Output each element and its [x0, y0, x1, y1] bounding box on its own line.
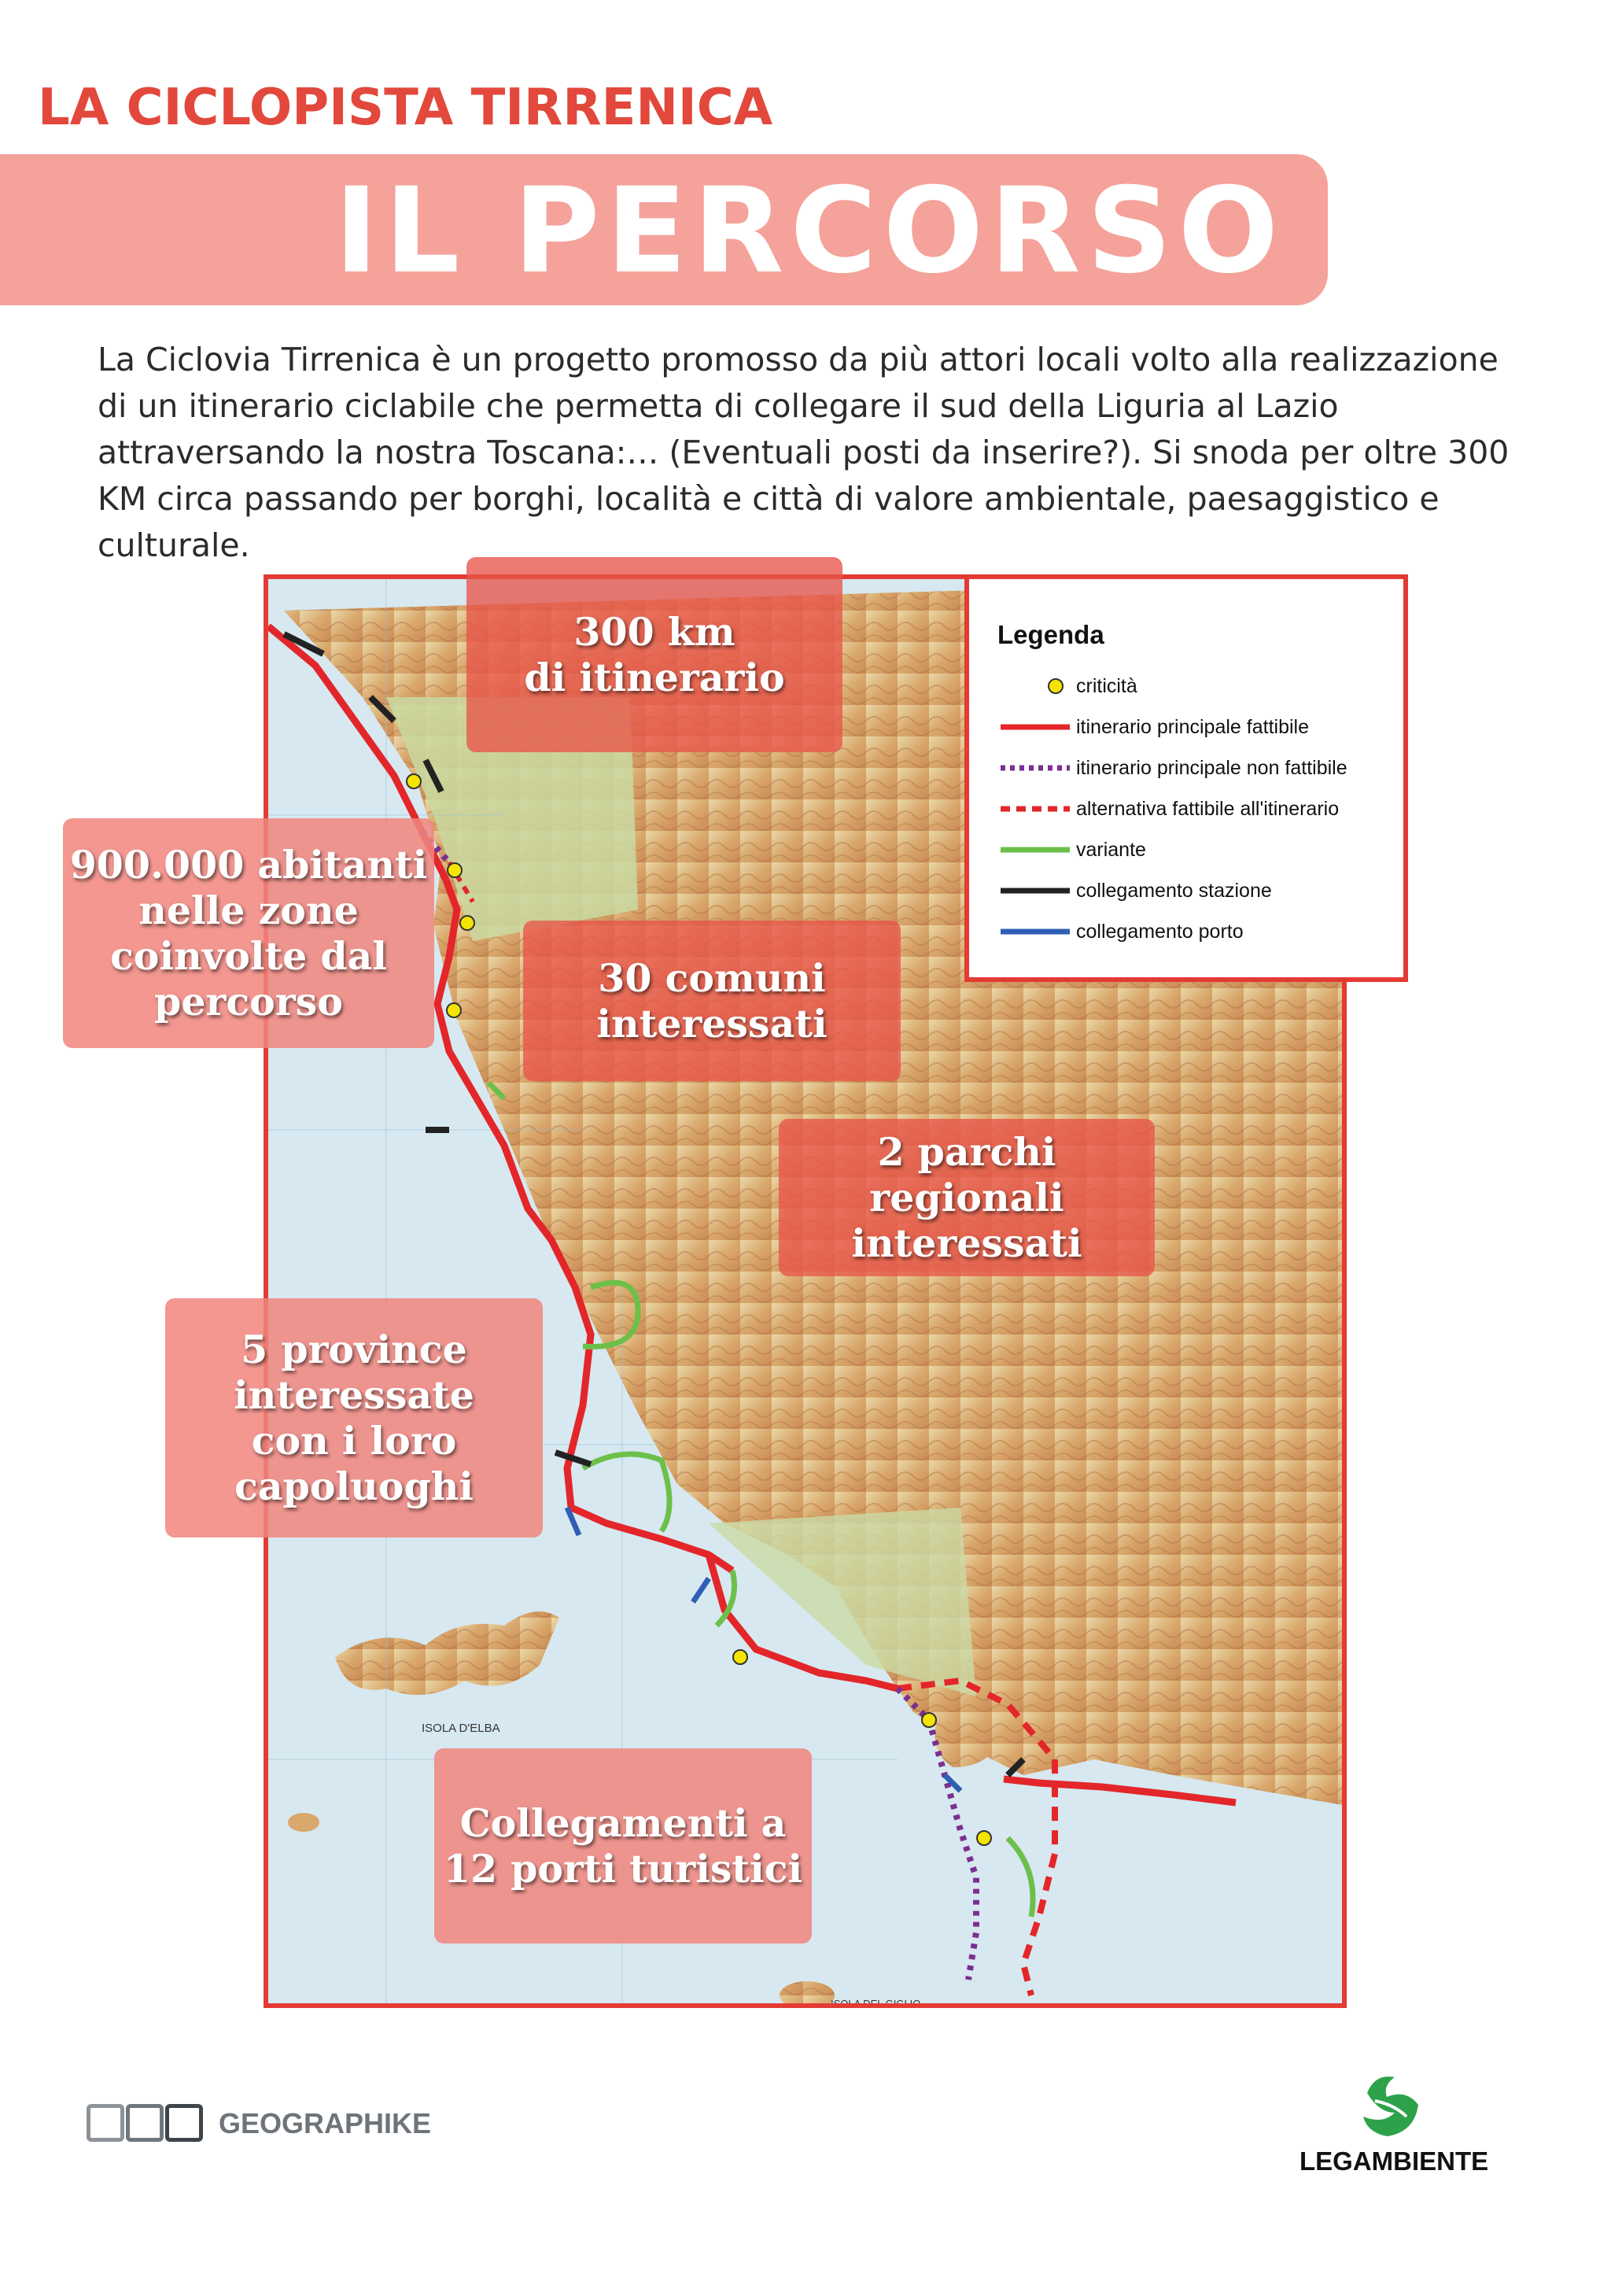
legend-label: criticità: [1076, 675, 1137, 697]
solid-blue-line-icon: [997, 916, 1073, 947]
title-banner: [0, 154, 1328, 305]
giglio-label: ISOLA DEL GIGLIO: [831, 1998, 921, 2010]
callout-ports: Collegamenti a 12 porti turistici: [434, 1748, 812, 1943]
legend-label: itinerario principale fattibile: [1076, 716, 1309, 738]
dotted-purple-line-icon: [997, 752, 1073, 784]
legend-label: itinerario principale non fattibile: [1076, 757, 1347, 779]
criticality-dot-icon: [997, 670, 1073, 702]
legambiente-brand: LEGAMBIENTE: [1299, 2147, 1489, 2176]
legend-item-station: [997, 875, 1406, 906]
legend-item-main-not-feasible: [997, 752, 1406, 784]
solid-green-line-icon: [997, 834, 1073, 866]
legend-item-port: [997, 916, 1406, 947]
legend-item-criticality: [997, 670, 1406, 702]
map-legend: [964, 574, 1408, 982]
legend-label: variante: [1076, 839, 1146, 861]
legend-label: collegamento porto: [1076, 921, 1244, 943]
legend-item-main-feasible: [997, 711, 1406, 743]
legend-item-variant: [997, 834, 1406, 866]
legambiente-swan-icon: [1351, 2069, 1427, 2145]
solid-black-line-icon: [997, 875, 1073, 906]
dashed-red-line-icon: [997, 793, 1073, 825]
legend-title: Legenda: [997, 620, 1104, 649]
page-title: IL PERCORSO: [334, 163, 1285, 300]
geographike-brand: GEOGRAPHIKE: [219, 2107, 432, 2139]
elba-label: ISOLA D'ELBA: [422, 1722, 500, 1735]
legend-item-alternative: [997, 793, 1406, 825]
solid-red-line-icon: [997, 711, 1073, 743]
legend-label: collegamento stazione: [1076, 880, 1272, 902]
intro-paragraph: La Ciclovia Tirrenica è un progetto promosso da più attori locali volto alla realizzazione di un itinerario ciclabile che permetta di collegare il sud della Liguria al Lazio attraversando la nostra Toscana:… (Eventuali posti da inserire?). Si snoda per oltre 300 KM circa passando per borghi, località e città di valore ambientale, paesaggistico e culturale.: [98, 341, 1510, 564]
page-kicker: LA CICLOPISTA TIRRENICA: [38, 79, 773, 137]
callout-municipalities: 30 comuni interessati: [523, 921, 901, 1081]
callout-km: 300 km di itinerario: [466, 557, 842, 752]
legend-label: alternativa fattibile all'itinerario: [1076, 798, 1340, 820]
callout-parks: 2 parchi regionali interessati: [779, 1119, 1155, 1276]
callout-provinces: 5 province interessate con i loro capoluoghi: [165, 1298, 543, 1537]
callout-inhabitants: 900.000 abitanti nelle zone coinvolte dal percorso: [63, 818, 434, 1048]
